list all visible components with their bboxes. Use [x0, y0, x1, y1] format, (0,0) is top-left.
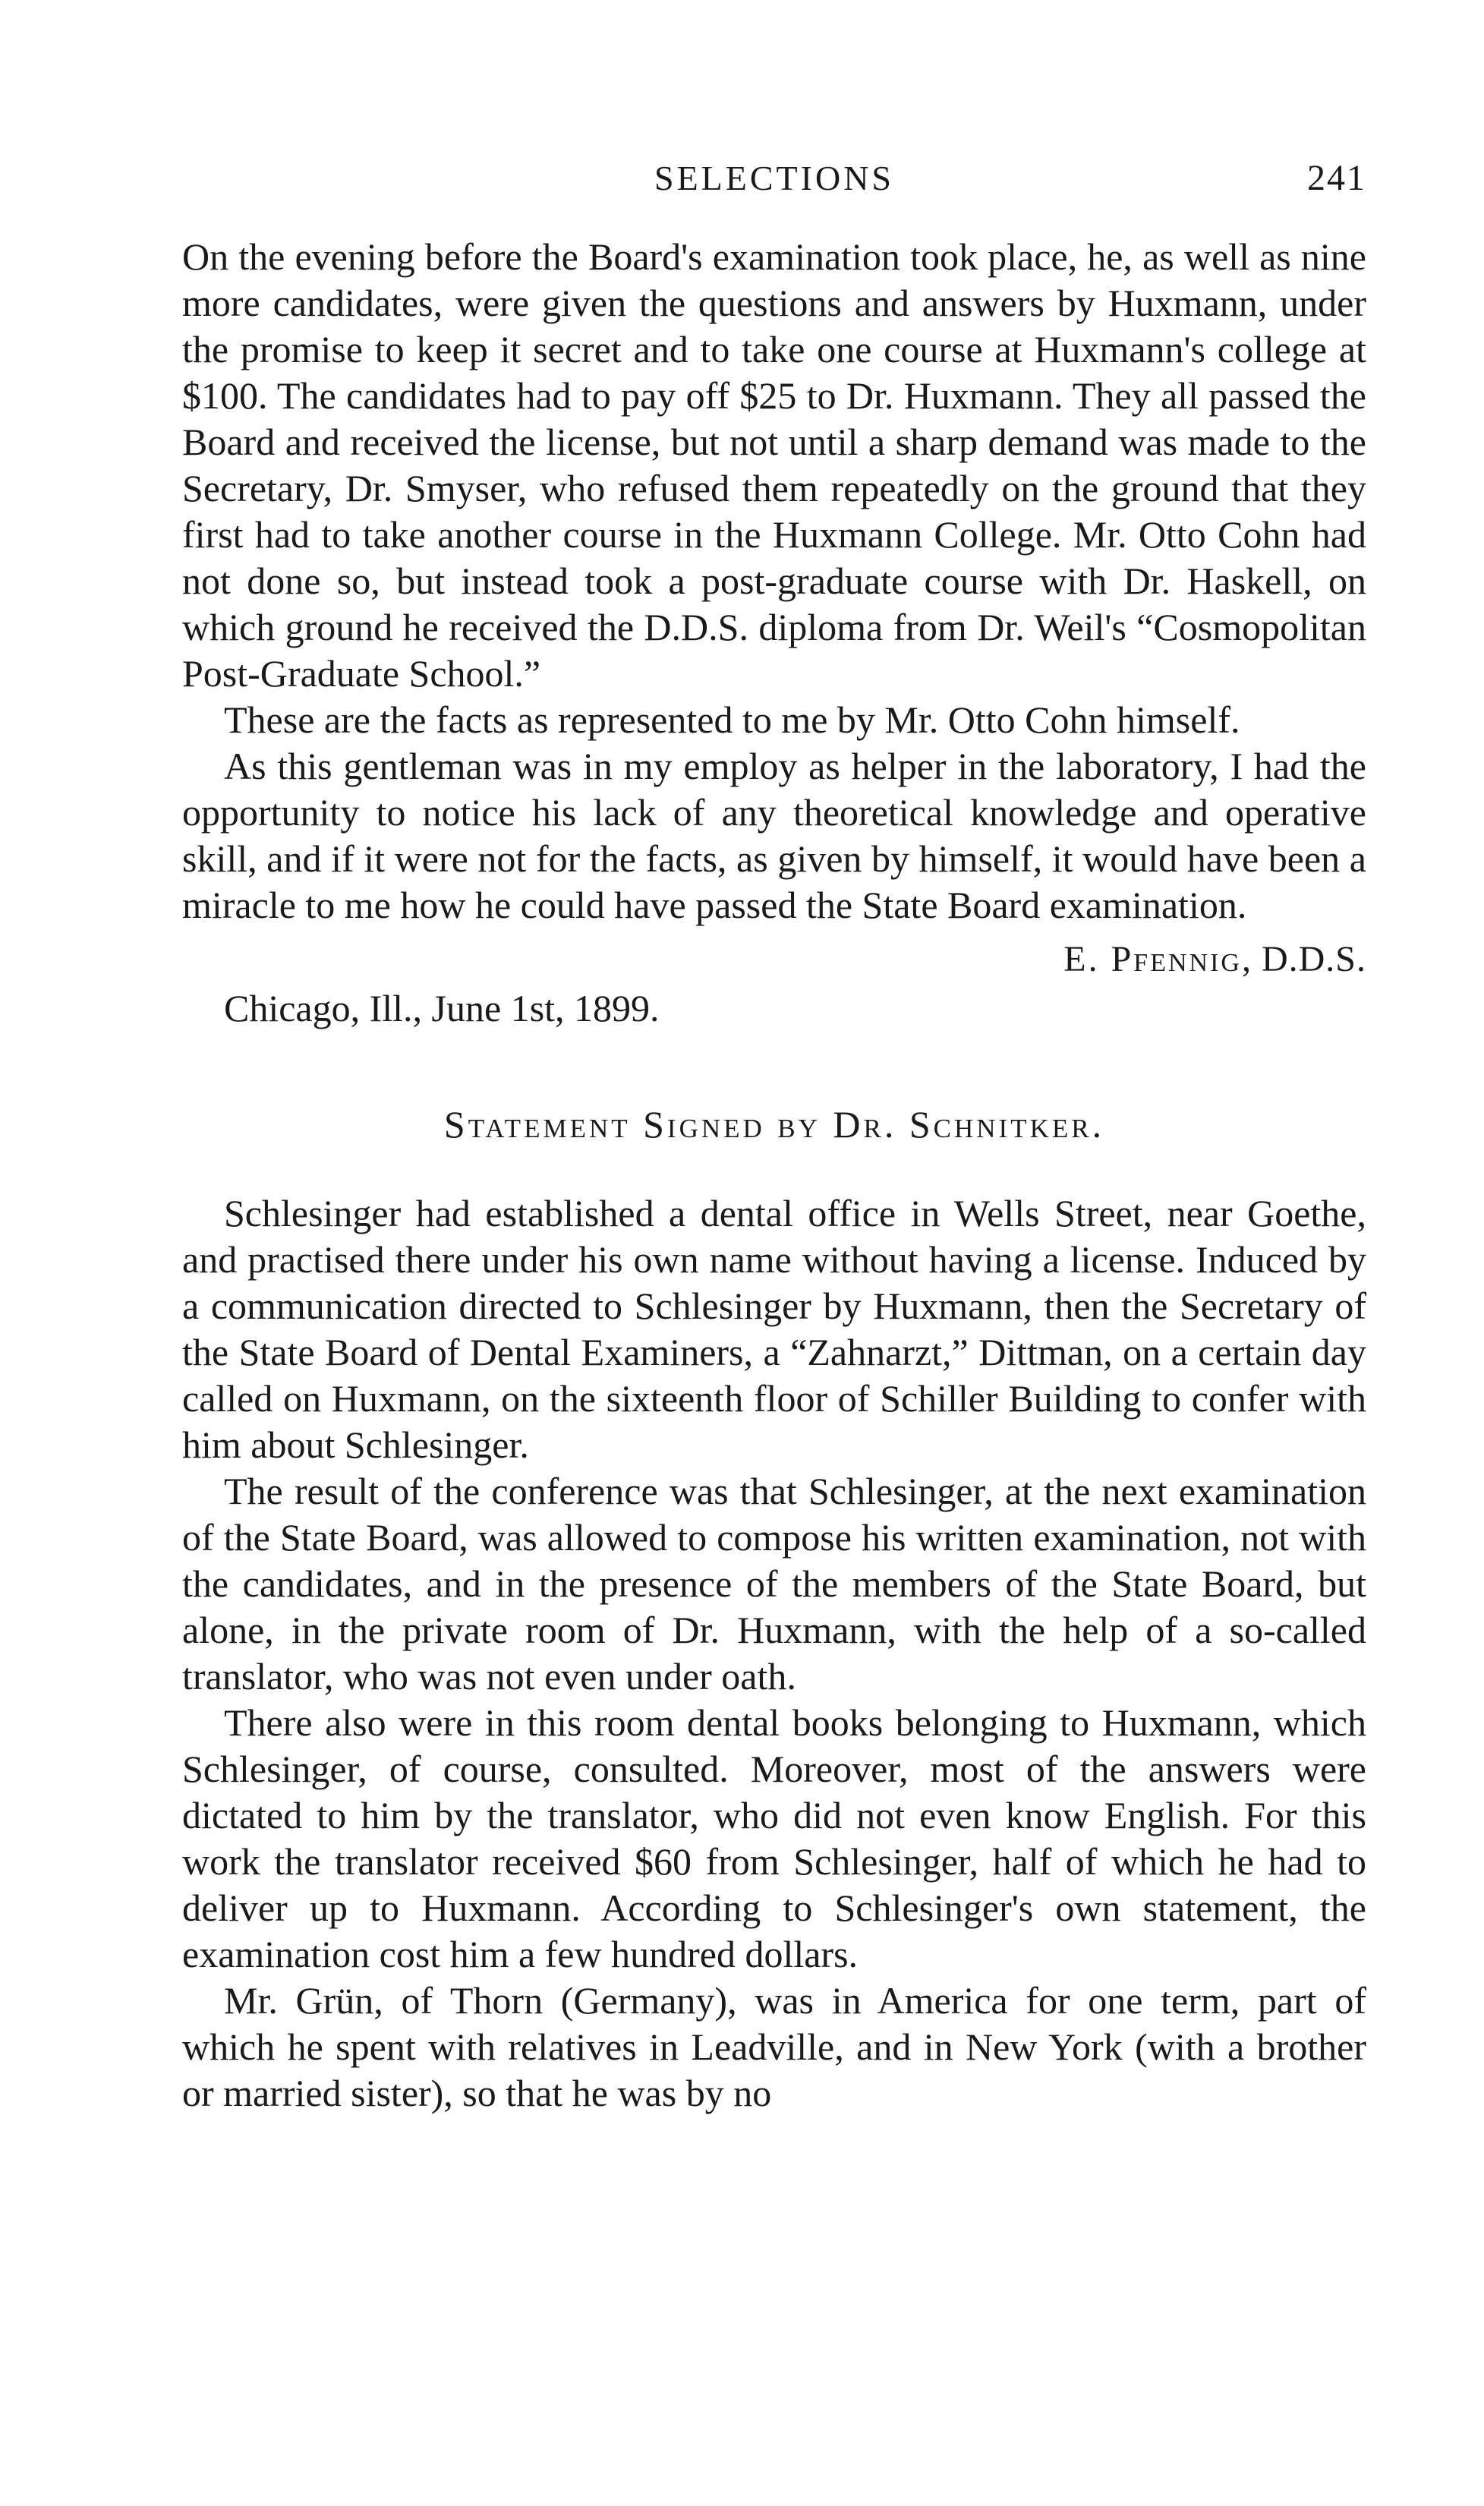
section-heading: Statement Signed by Dr. Schnitker.	[443, 1103, 1105, 1146]
signature-degree: D.D.S.	[1261, 939, 1366, 979]
running-title: SELECTIONS	[654, 159, 894, 197]
paragraph: There also were in this room dental books belonging to Huxmann, which Schlesinger, of course, consulted. Moreover, most of the answers were dictated to him by the translator, who did not even know English. For this work the translator received $60 from Schlesinger, half of which he had to deliver up to Huxmann. According to Schlesinger's own statement, the examination cost him a few hundred dollars.	[182, 1701, 1366, 1975]
paragraph: Mr. Grün, of Thorn (Germany), was in America for one term, part of which he spent with relatives in Leadville, and in New York (with a brother or married sister), so that he was by no	[182, 1979, 1366, 2114]
signature-name: E. Pfennig	[1063, 939, 1242, 979]
paragraph: As this gentleman was in my employ as helper in the laboratory, I had the opportunity to notice his lack of any theoretical knowledge and operative skill, and if it were not for the facts, as given by himself, it would have been a miracle to me how he could have passed the State Board examination.	[182, 745, 1366, 926]
dateline: Chicago, Ill., June 1st, 1899.	[224, 987, 660, 1029]
running-head	[182, 152, 1366, 205]
signature: E. Pfennig, D.D.S.	[1063, 939, 1366, 979]
paragraph: These are the facts as represented to me by Mr. Otto Cohn himself.	[224, 698, 1240, 741]
body-text	[182, 234, 1366, 2117]
paragraph: On the evening before the Board's examination took place, he, as well as nine more candidates, were given the questions and answers by Huxmann, under the promise to keep it secret and to take one course at Huxmann's college at $100. The candidates had to pay off $25 to Dr. Huxmann. They all passed the Board and received the license, but not until a sharp demand was made to the Secretary, Dr. Smyser, who refused them repeatedly on the ground that they first had to take another course in the Huxmann College. Mr. Otto Cohn had not done so, but instead took a post-graduate course with Dr. Haskell, on which ground he received the D.D.S. diploma from Dr. Weil's “Cosmopolitan Post-Graduate School.”	[182, 235, 1366, 695]
page-number: 241	[1307, 158, 1366, 198]
paragraph: The result of the conference was that Schlesinger, at the next examination of the State Board, was allowed to compose his written examination, not with the candidates, and in the presence of the members of the State Board, but alone, in the private room of Dr. Huxmann, with the help of a so-called translator, who was not even under oath.	[182, 1470, 1366, 1697]
paragraph: Schlesinger had established a dental office in Wells Street, near Goethe, and practised there under his own name without having a license. Induced by a communication directed to Schlesinger by Huxmann, then the Secretary of the State Board of Dental Examiners, a “Zahnarzt,” Dittman, on a certain day called on Huxmann, on the sixteenth floor of Schiller Building to confer with him about Schlesinger.	[182, 1192, 1366, 1466]
